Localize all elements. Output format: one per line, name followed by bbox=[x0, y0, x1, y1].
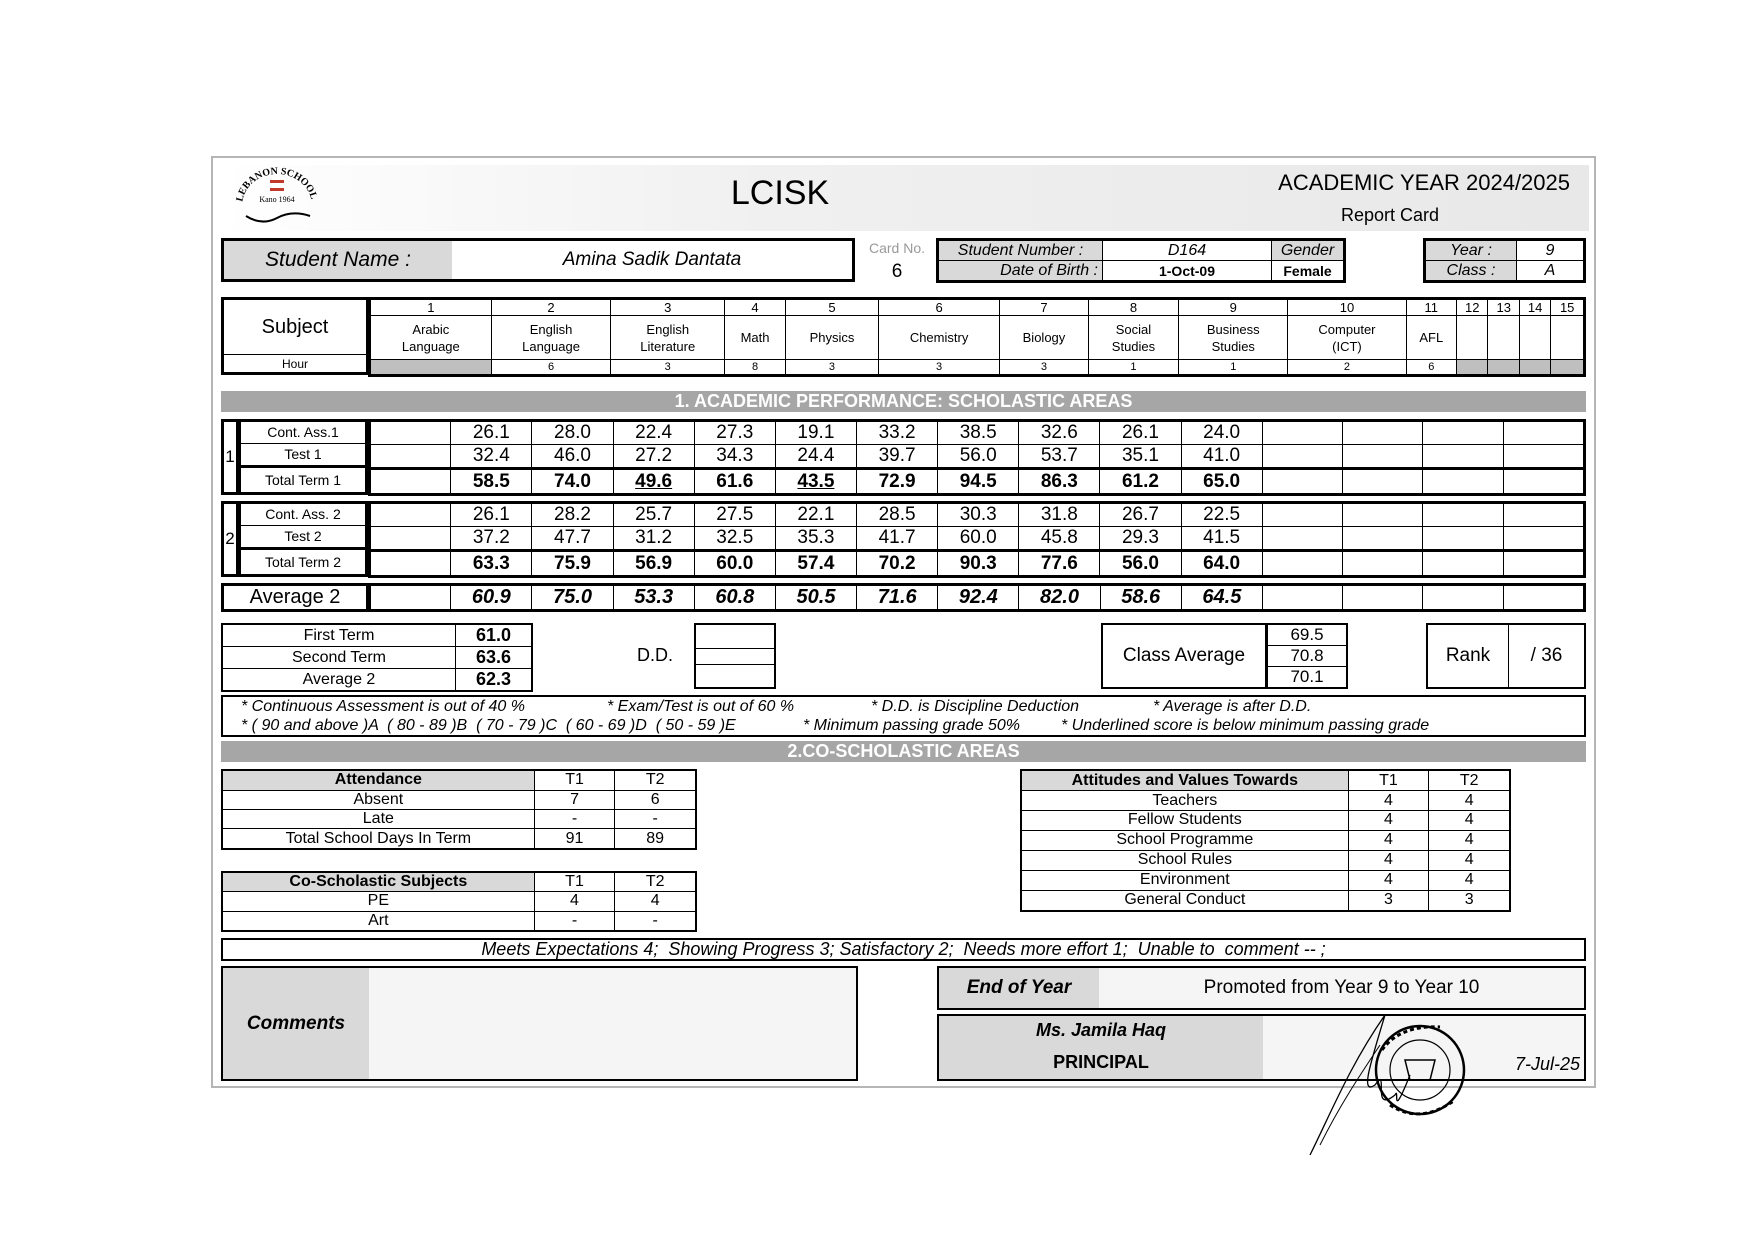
score-cell: 26.1 bbox=[451, 421, 532, 445]
score-cell: 22.5 bbox=[1181, 503, 1262, 527]
subject-hour bbox=[1488, 360, 1519, 376]
attitudes-header: T1 bbox=[1348, 770, 1429, 791]
co_subjects-cell: 4 bbox=[534, 892, 615, 911]
attitudes-cell: 3 bbox=[1429, 890, 1510, 911]
subject-name bbox=[1457, 316, 1488, 360]
score-cell bbox=[1262, 527, 1342, 551]
average-cell: 82.0 bbox=[1019, 585, 1100, 611]
score-cell bbox=[1262, 469, 1342, 495]
co_subjects-cell: PE bbox=[222, 892, 534, 911]
score-cell: 34.3 bbox=[694, 445, 775, 469]
subject-number: 15 bbox=[1551, 299, 1585, 316]
score-cell: 26.1 bbox=[451, 503, 532, 527]
score-cell bbox=[1262, 421, 1342, 445]
dd-average bbox=[695, 664, 775, 688]
subject-hour bbox=[1551, 360, 1585, 376]
score-cell bbox=[370, 421, 451, 445]
subject-number: 3 bbox=[611, 299, 725, 316]
score-cell: 24.0 bbox=[1181, 421, 1262, 445]
report-date: 7-Jul-25 bbox=[1514, 1054, 1580, 1074]
subject-number: 2 bbox=[491, 299, 611, 316]
attitudes-cell: Environment bbox=[1021, 870, 1348, 890]
subject-name bbox=[1088, 316, 1178, 360]
subject-name-line2: (ICT) bbox=[1332, 338, 1362, 354]
comments-label: Comments bbox=[223, 968, 369, 1079]
subject-number: 1 bbox=[370, 299, 492, 316]
score-cell: 58.5 bbox=[451, 469, 532, 495]
subject-hour bbox=[370, 360, 492, 376]
score-cell bbox=[1503, 469, 1584, 495]
score-cell bbox=[1342, 527, 1422, 551]
score-cell bbox=[1423, 551, 1503, 577]
grading-notes bbox=[221, 695, 1586, 737]
attitudes-cell: School Programme bbox=[1021, 830, 1348, 850]
score-cell: 46.0 bbox=[532, 445, 613, 469]
class-label: Class : bbox=[1425, 261, 1517, 282]
score-cell: 25.7 bbox=[613, 503, 694, 527]
score-cell: 47.7 bbox=[532, 527, 613, 551]
attendance-cell: Total School Days In Term bbox=[222, 829, 534, 849]
score-cell: 74.0 bbox=[532, 469, 613, 495]
subject-number: 13 bbox=[1488, 299, 1519, 316]
attendance-header: T2 bbox=[615, 770, 696, 790]
score-cell: 86.3 bbox=[1019, 469, 1100, 495]
subject-name-line1: Computer bbox=[1318, 321, 1376, 337]
signature-icon bbox=[1310, 1015, 1410, 1155]
school-logo bbox=[232, 166, 322, 230]
subject-number: 4 bbox=[725, 299, 786, 316]
attitudes-cell: Fellow Students bbox=[1021, 811, 1348, 831]
score-row-label: Cont. Ass. 2 bbox=[240, 503, 367, 526]
attitudes-cell: 4 bbox=[1429, 830, 1510, 850]
subject-hour: 6 bbox=[491, 360, 611, 376]
average-cell: 50.5 bbox=[775, 585, 856, 611]
score-row-label: Cont. Ass.1 bbox=[240, 421, 367, 444]
subject-name-line2: Language bbox=[522, 338, 580, 354]
class-average-label: Class Average bbox=[1101, 623, 1267, 689]
average2-label: Average 2 bbox=[221, 583, 369, 612]
subject-number: 8 bbox=[1088, 299, 1178, 316]
subject-name bbox=[1519, 316, 1550, 360]
subject-hour: 3 bbox=[879, 360, 1000, 376]
rank-table bbox=[1426, 623, 1586, 689]
average-cell bbox=[1503, 585, 1584, 611]
subject-hour bbox=[1519, 360, 1550, 376]
student-name: Amina Sadik Dantata bbox=[562, 249, 742, 270]
score-cell: 35.3 bbox=[775, 527, 856, 551]
subject-label-box bbox=[221, 297, 369, 375]
score-cell: 41.5 bbox=[1181, 527, 1262, 551]
principal-signature-stamp bbox=[1300, 1005, 1470, 1165]
note-exam: * Exam/Test is out of 60 % bbox=[607, 698, 795, 715]
end-of-year-box bbox=[937, 966, 1586, 1010]
score-cell: 37.2 bbox=[451, 527, 532, 551]
subject-hour: 3 bbox=[1000, 360, 1089, 376]
subject-number: 12 bbox=[1457, 299, 1488, 316]
attitudes-cell: 4 bbox=[1429, 850, 1510, 870]
dd-term1 bbox=[695, 624, 775, 648]
score-cell: 31.2 bbox=[613, 527, 694, 551]
subject-number: 14 bbox=[1519, 299, 1550, 316]
co_subjects-cell: Art bbox=[222, 911, 534, 931]
note-min-pass: * Minimum passing grade 50% bbox=[803, 717, 1020, 734]
subject-number: 7 bbox=[1000, 299, 1089, 316]
score-cell: 29.3 bbox=[1100, 527, 1181, 551]
subject-name-line1: Arabic bbox=[412, 321, 450, 337]
score-cell bbox=[1423, 469, 1503, 495]
dob-label: Date of Birth : bbox=[938, 261, 1103, 282]
subject-hour: 1 bbox=[1179, 360, 1288, 376]
end-of-year-status: Promoted from Year 9 to Year 10 bbox=[1099, 968, 1584, 1008]
score-cell: 22.1 bbox=[775, 503, 856, 527]
attendance-cell: Late bbox=[222, 809, 534, 828]
average-cell bbox=[1262, 585, 1342, 611]
score-cell: 49.6 bbox=[613, 469, 694, 495]
attendance-cell: Absent bbox=[222, 790, 534, 809]
score-cell bbox=[370, 445, 451, 469]
attendance-cell: 89 bbox=[615, 829, 696, 849]
gender-label: Gender bbox=[1272, 240, 1345, 261]
score-row-label: Test 1 bbox=[240, 443, 367, 466]
score-cell bbox=[1503, 527, 1584, 551]
score-cell: 56.0 bbox=[1100, 551, 1181, 577]
average-cell bbox=[370, 585, 451, 611]
attendance-cell: - bbox=[534, 809, 615, 828]
attitudes-cell: 4 bbox=[1348, 791, 1429, 811]
term1-number: 1 bbox=[221, 419, 239, 495]
second-term-label: Second Term bbox=[222, 647, 456, 669]
score-cell: 72.9 bbox=[856, 469, 937, 495]
score-cell: 61.6 bbox=[694, 469, 775, 495]
year-label: Year : bbox=[1425, 240, 1517, 261]
subject-hour: 3 bbox=[611, 360, 725, 376]
score-cell bbox=[1423, 503, 1503, 527]
subject-number: 11 bbox=[1406, 299, 1457, 316]
score-cell: 26.7 bbox=[1100, 503, 1181, 527]
attitudes-cell: 4 bbox=[1348, 870, 1429, 890]
attitudes-header: T2 bbox=[1429, 770, 1510, 791]
term2-scores-table bbox=[368, 501, 1586, 578]
score-cell: 56.9 bbox=[613, 551, 694, 577]
gender: Female bbox=[1272, 261, 1345, 282]
subject-name-line1: Biology bbox=[1022, 330, 1066, 345]
subject-name-line1: English bbox=[646, 321, 690, 337]
co_subjects-cell: 4 bbox=[615, 892, 696, 911]
subject-name-line1: Physics bbox=[809, 330, 855, 345]
subject-name bbox=[785, 316, 878, 360]
subject-name-line1: Social bbox=[1115, 321, 1152, 337]
subject-number: 10 bbox=[1288, 299, 1406, 316]
subject-name bbox=[1406, 316, 1457, 360]
subject-name-line2: Literature bbox=[640, 338, 696, 354]
score-cell: 19.1 bbox=[775, 421, 856, 445]
subject-hour bbox=[1457, 360, 1488, 376]
score-cell: 39.7 bbox=[856, 445, 937, 469]
average-cell bbox=[1343, 585, 1423, 611]
average-cell: 71.6 bbox=[857, 585, 938, 611]
score-cell: 28.2 bbox=[532, 503, 613, 527]
attitudes-cell: 4 bbox=[1429, 791, 1510, 811]
school-stamp-icon bbox=[1376, 1026, 1464, 1114]
score-cell: 60.0 bbox=[694, 551, 775, 577]
svg-text:Kano 1964: Kano 1964 bbox=[259, 195, 295, 204]
score-cell bbox=[1342, 503, 1422, 527]
score-cell bbox=[1262, 503, 1342, 527]
score-cell: 24.4 bbox=[775, 445, 856, 469]
subject-name-line1: AFL bbox=[1419, 330, 1444, 345]
score-cell: 56.0 bbox=[938, 445, 1019, 469]
score-cell: 90.3 bbox=[938, 551, 1019, 577]
attitudes-cell: 3 bbox=[1348, 890, 1429, 911]
attitudes-cell: 4 bbox=[1348, 850, 1429, 870]
score-cell bbox=[1342, 421, 1422, 445]
hour-label: Hour bbox=[224, 354, 366, 373]
score-cell: 35.1 bbox=[1100, 445, 1181, 469]
note-average: * Average is after D.D. bbox=[1153, 698, 1312, 715]
average-cell: 60.9 bbox=[451, 585, 532, 611]
score-cell bbox=[1503, 445, 1584, 469]
comments-area bbox=[369, 968, 856, 1079]
score-cell bbox=[370, 527, 451, 551]
score-cell: 43.5 bbox=[775, 469, 856, 495]
average-cell: 92.4 bbox=[938, 585, 1019, 611]
score-cell: 32.6 bbox=[1019, 421, 1100, 445]
score-cell: 64.0 bbox=[1181, 551, 1262, 577]
card-no-label: Card No. bbox=[868, 240, 926, 256]
term2-number: 2 bbox=[221, 501, 239, 577]
principal-name: Ms. Jamila Haq bbox=[1035, 1020, 1167, 1040]
score-cell: 63.3 bbox=[451, 551, 532, 577]
academic-year: ACADEMIC YEAR 2024/2025 bbox=[1278, 170, 1570, 195]
score-row-label: Total Term 2 bbox=[240, 548, 367, 575]
attendance-table bbox=[221, 769, 697, 850]
score-cell: 38.5 bbox=[938, 421, 1019, 445]
subject-label: Subject bbox=[261, 315, 329, 338]
attitudes-cell: 4 bbox=[1429, 870, 1510, 890]
subject-hour: 3 bbox=[785, 360, 878, 376]
principal-box bbox=[937, 1014, 1586, 1081]
subject-name bbox=[1288, 316, 1406, 360]
class-average-table bbox=[1266, 623, 1348, 689]
average-score: 62.3 bbox=[456, 669, 533, 692]
rating-legend: Meets Expectations 4; Showing Progress 3; Satisfactory 2; Needs more effort 1; Unable to comment -- ; bbox=[221, 938, 1586, 961]
first-term-label: First Term bbox=[222, 624, 456, 647]
score-cell bbox=[1342, 469, 1422, 495]
score-cell: 57.4 bbox=[775, 551, 856, 577]
subject-name bbox=[611, 316, 725, 360]
subject-name bbox=[491, 316, 611, 360]
subject-number: 9 bbox=[1179, 299, 1288, 316]
score-cell: 30.3 bbox=[938, 503, 1019, 527]
co_subjects-cell: - bbox=[615, 911, 696, 931]
end-of-year-label: End of Year bbox=[939, 968, 1099, 1008]
attitudes-cell: Teachers bbox=[1021, 791, 1348, 811]
subject-name-line1: Chemistry bbox=[909, 330, 969, 345]
co_subjects-header: T1 bbox=[534, 872, 615, 892]
term2-labels bbox=[238, 501, 368, 577]
subject-hour: 1 bbox=[1088, 360, 1178, 376]
score-cell: 70.2 bbox=[856, 551, 937, 577]
score-cell: 32.5 bbox=[694, 527, 775, 551]
score-cell: 77.6 bbox=[1019, 551, 1100, 577]
second-term-score: 63.6 bbox=[456, 647, 533, 669]
section1-title: 1. ACADEMIC PERFORMANCE: SCHOLASTIC AREAS bbox=[221, 391, 1586, 412]
attitudes-header: Attitudes and Values Towards bbox=[1021, 770, 1348, 791]
score-cell bbox=[1423, 527, 1503, 551]
document-type: Report Card bbox=[1340, 205, 1440, 225]
student-number: D164 bbox=[1103, 240, 1272, 261]
subject-name-line1: English bbox=[529, 321, 573, 337]
score-cell: 33.2 bbox=[856, 421, 937, 445]
subject-name bbox=[1179, 316, 1288, 360]
score-cell: 32.4 bbox=[451, 445, 532, 469]
first-term-score: 61.0 bbox=[456, 624, 533, 647]
note-ca: * Continuous Assessment is out of 40 % bbox=[241, 698, 525, 715]
attitudes-table bbox=[1020, 769, 1511, 912]
average-cell: 60.8 bbox=[694, 585, 775, 611]
subject-name bbox=[1488, 316, 1519, 360]
subject-name-line2: Language bbox=[401, 338, 460, 354]
score-cell: 45.8 bbox=[1019, 527, 1100, 551]
attitudes-cell: School Rules bbox=[1021, 850, 1348, 870]
score-cell bbox=[1342, 551, 1422, 577]
principal-title: PRINCIPAL bbox=[1053, 1052, 1149, 1072]
score-cell: 27.2 bbox=[613, 445, 694, 469]
score-cell: 65.0 bbox=[1181, 469, 1262, 495]
score-cell: 28.5 bbox=[856, 503, 937, 527]
subject-name-line1: Business bbox=[1206, 321, 1260, 337]
year-class-table bbox=[1423, 238, 1586, 283]
class-average-term1: 69.5 bbox=[1267, 624, 1347, 646]
score-cell bbox=[1503, 421, 1584, 445]
subject-hour: 8 bbox=[725, 360, 786, 376]
student-name-box bbox=[221, 238, 855, 282]
score-cell: 28.0 bbox=[532, 421, 613, 445]
year: 9 bbox=[1517, 240, 1585, 261]
date-of-birth: 1-Oct-09 bbox=[1103, 261, 1272, 282]
subject-name-line2: Studies bbox=[1111, 338, 1156, 354]
term-summary-table bbox=[221, 623, 533, 692]
subject-name bbox=[725, 316, 786, 360]
student-number-label: Student Number : bbox=[938, 240, 1103, 261]
subjects-header-table bbox=[368, 297, 1586, 377]
note-grades: * ( 90 and above )A ( 80 - 89 )B ( 70 - 79 )C ( 60 - 69 )D ( 50 - 59 )E bbox=[241, 717, 736, 734]
average-label: Average 2 bbox=[222, 669, 456, 692]
student-name-label: Student Name : bbox=[224, 241, 452, 279]
class: A bbox=[1517, 261, 1585, 282]
subject-name-line2: Studies bbox=[1211, 338, 1255, 354]
co_subjects-header: T2 bbox=[615, 872, 696, 892]
score-cell bbox=[1423, 421, 1503, 445]
score-cell bbox=[1423, 445, 1503, 469]
score-row-label: Test 2 bbox=[240, 525, 367, 548]
card-no: 6 bbox=[891, 261, 903, 282]
dd-label: D.D. bbox=[637, 644, 673, 665]
score-cell: 41.0 bbox=[1181, 445, 1262, 469]
dd-table bbox=[694, 623, 776, 689]
score-cell: 22.4 bbox=[613, 421, 694, 445]
score-cell bbox=[370, 503, 451, 527]
term1-labels bbox=[238, 419, 368, 495]
attitudes-cell: 4 bbox=[1429, 811, 1510, 831]
school-abbreviation: LCISK bbox=[730, 174, 830, 212]
score-cell: 53.7 bbox=[1019, 445, 1100, 469]
score-cell bbox=[1262, 551, 1342, 577]
average-cell bbox=[1423, 585, 1503, 611]
svg-text:LEBANON SCHOOL: LEBANON SCHOOL bbox=[234, 166, 320, 203]
score-cell: 61.2 bbox=[1100, 469, 1181, 495]
co_subjects-header: Co-Scholastic Subjects bbox=[222, 872, 534, 892]
score-cell: 27.5 bbox=[694, 503, 775, 527]
attendance-cell: 6 bbox=[615, 790, 696, 809]
attendance-cell: 91 bbox=[534, 829, 615, 849]
average2-table bbox=[368, 583, 1586, 612]
subject-name bbox=[1000, 316, 1089, 360]
rank-value: / 36 bbox=[1509, 624, 1586, 688]
score-cell bbox=[370, 551, 451, 577]
average-cell: 58.6 bbox=[1100, 585, 1181, 611]
section2-title: 2.CO-SCHOLASTIC AREAS bbox=[221, 741, 1586, 762]
class-average-term2: 70.8 bbox=[1267, 646, 1347, 667]
attitudes-cell: 4 bbox=[1348, 830, 1429, 850]
subject-name bbox=[370, 316, 492, 360]
subject-number: 6 bbox=[879, 299, 1000, 316]
attitudes-cell: General Conduct bbox=[1021, 890, 1348, 911]
student-info-table bbox=[936, 238, 1346, 283]
subject-number: 5 bbox=[785, 299, 878, 316]
dd-term2 bbox=[695, 648, 775, 664]
score-row-label: Total Term 1 bbox=[240, 466, 367, 493]
score-cell bbox=[1262, 445, 1342, 469]
subject-name bbox=[879, 316, 1000, 360]
co-scholastic-table bbox=[221, 871, 697, 932]
note-underlined: * Underlined score is below minimum passing grade bbox=[1061, 717, 1430, 734]
average-cell: 53.3 bbox=[613, 585, 694, 611]
score-cell: 27.3 bbox=[694, 421, 775, 445]
co_subjects-cell: - bbox=[534, 911, 615, 931]
score-cell: 31.8 bbox=[1019, 503, 1100, 527]
note-dd: * D.D. is Discipline Deduction bbox=[871, 698, 1080, 715]
subject-hour: 6 bbox=[1406, 360, 1457, 376]
score-cell bbox=[1342, 445, 1422, 469]
subject-name-line1: Math bbox=[740, 330, 770, 345]
attendance-header: T1 bbox=[534, 770, 615, 790]
score-cell: 75.9 bbox=[532, 551, 613, 577]
score-cell bbox=[1503, 503, 1584, 527]
average-cell: 64.5 bbox=[1181, 585, 1262, 611]
class-average-year: 70.1 bbox=[1267, 667, 1347, 689]
attendance-header: Attendance bbox=[222, 770, 534, 790]
score-cell: 26.1 bbox=[1100, 421, 1181, 445]
score-cell bbox=[370, 469, 451, 495]
attendance-cell: 7 bbox=[534, 790, 615, 809]
score-cell: 60.0 bbox=[938, 527, 1019, 551]
term1-scores-table bbox=[368, 419, 1586, 496]
attendance-cell: - bbox=[615, 809, 696, 828]
score-cell: 41.7 bbox=[856, 527, 937, 551]
score-cell: 94.5 bbox=[938, 469, 1019, 495]
principal-block bbox=[939, 1016, 1263, 1079]
comments-box bbox=[221, 966, 858, 1081]
subject-hour: 2 bbox=[1288, 360, 1406, 376]
score-cell bbox=[1503, 551, 1584, 577]
attitudes-cell: 4 bbox=[1348, 811, 1429, 831]
subject-name bbox=[1551, 316, 1585, 360]
rank-label: Rank bbox=[1427, 624, 1509, 688]
average-cell: 75.0 bbox=[532, 585, 613, 611]
